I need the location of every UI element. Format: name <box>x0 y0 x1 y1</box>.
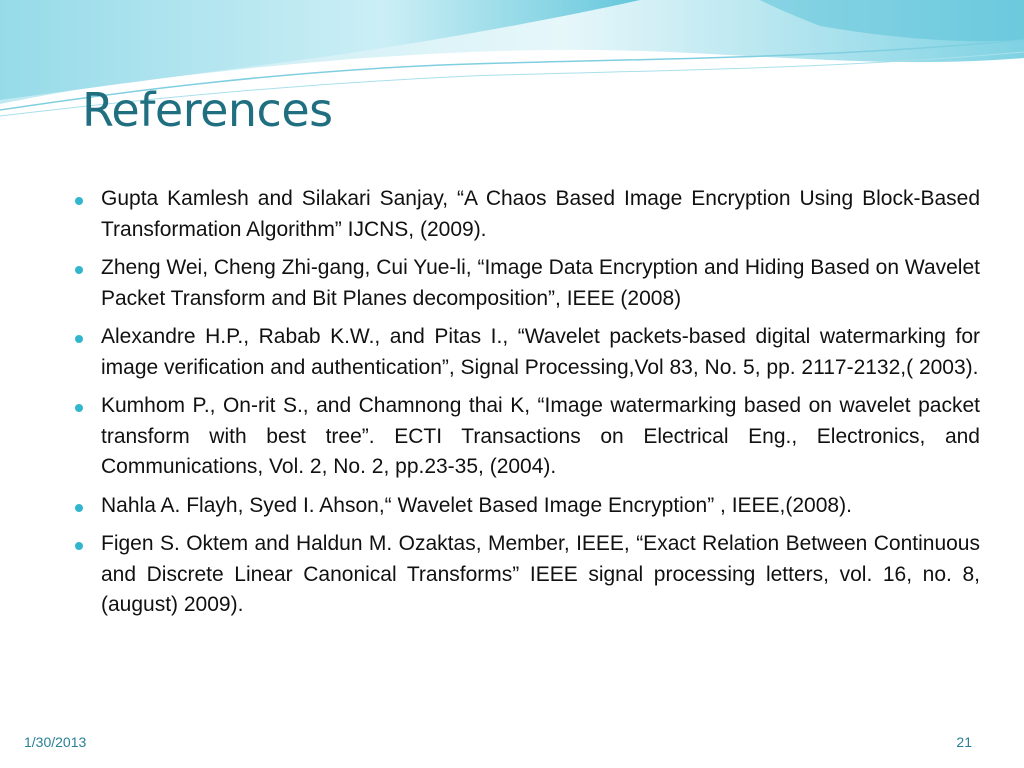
reference-text: Alexandre H.P., Rabab K.W., and Pitas I., “Wavelet packets-based digital watermarking for image verification and authentication”, Signal Processing,Vol 83, No. 5, pp. 2117-2132,( 2003). <box>101 325 980 379</box>
bullet-icon <box>75 542 83 550</box>
footer-date: 1/30/2013 <box>24 734 87 750</box>
bullet-icon <box>75 266 83 274</box>
reference-item <box>74 391 980 483</box>
bullet-icon <box>75 197 83 205</box>
reference-item <box>74 322 980 383</box>
slide-title: References <box>82 83 333 137</box>
reference-item <box>74 184 980 245</box>
reference-text: Nahla A. Flayh, Syed I. Ahson,“ Wavelet Based Image Encryption” , IEEE,(2008). <box>101 493 852 517</box>
bullet-icon <box>75 335 83 343</box>
reference-item <box>74 529 980 621</box>
reference-item <box>74 253 980 314</box>
bullet-icon <box>75 504 83 512</box>
reference-text: Zheng Wei, Cheng Zhi-gang, Cui Yue-li, “Image Data Encryption and Hiding Based on Wavelet Packet Transform and Bit Planes decomposition”, IEEE (2008) <box>101 256 980 310</box>
reference-item <box>74 491 980 522</box>
references-list <box>74 184 980 629</box>
page-number: 21 <box>956 734 972 750</box>
bullet-icon <box>75 404 83 412</box>
reference-text: Gupta Kamlesh and Silakari Sanjay, “A Chaos Based Image Encryption Using Block-Based Transformation Algorithm” IJCNS, (2009). <box>101 187 980 241</box>
reference-text: Kumhom P., On-rit S., and Chamnong thai K, “Image watermarking based on wavelet packet transform with best tree”. ECTI Transactions on Electrical Eng., Electronics, and Communications, Vol. 2, No. 2, pp.23-35, (2004). <box>101 394 980 478</box>
reference-text: Figen S. Oktem and Haldun M. Ozaktas, Member, IEEE, “Exact Relation Between Continuous and Discrete Linear Canonical Transforms” IEEE signal processing letters, vol. 16, no. 8, (august) 2009). <box>101 532 980 616</box>
